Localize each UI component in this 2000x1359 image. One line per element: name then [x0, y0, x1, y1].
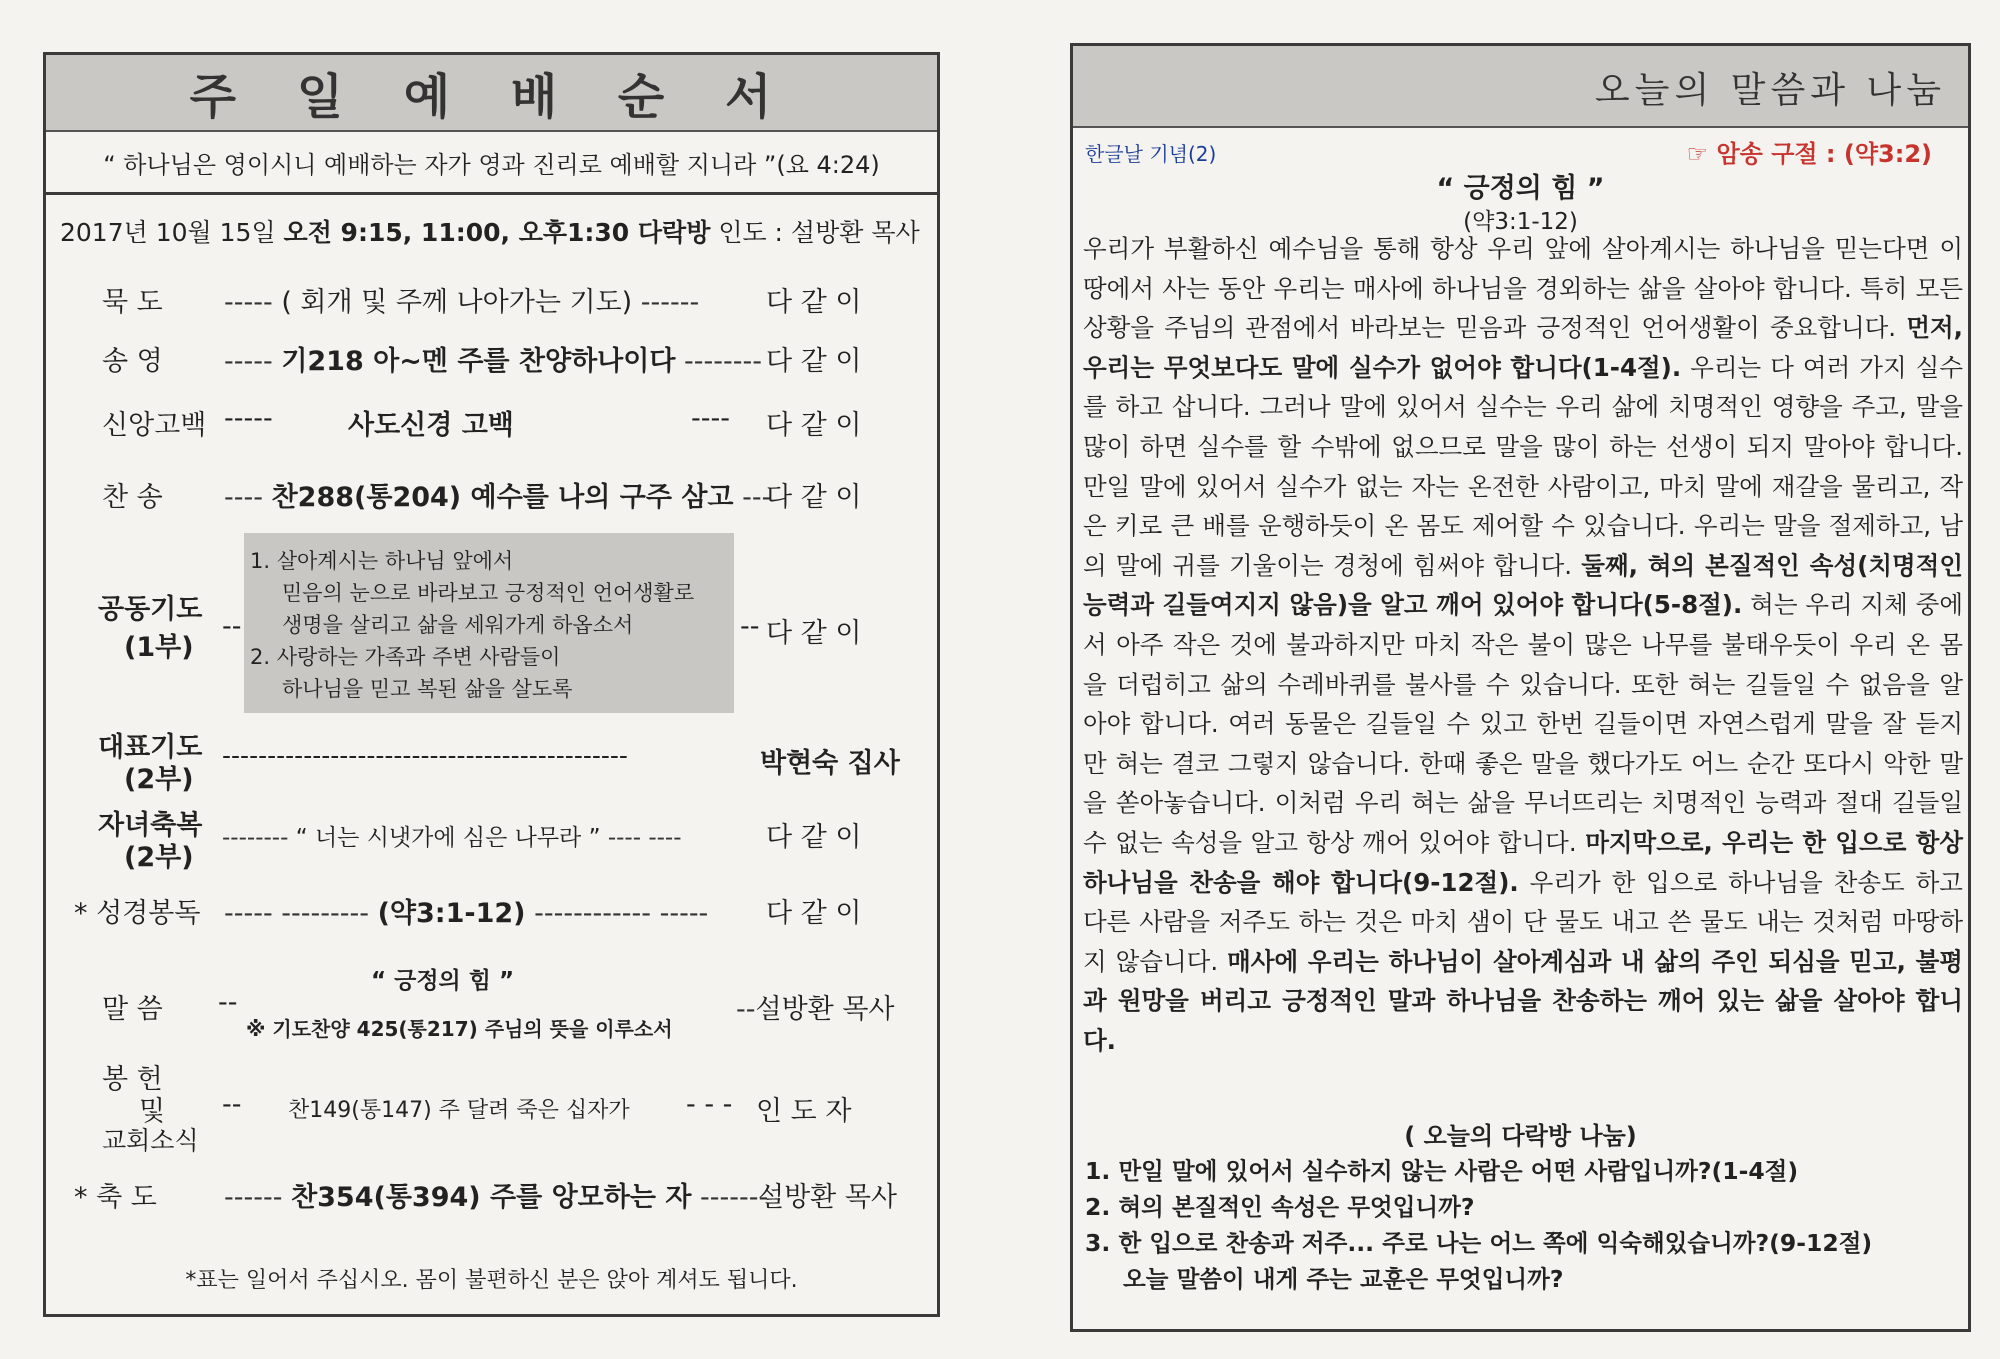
prayer-hymn: ※ 기도찬양 425(통217) 주님의 뜻을 이루소서	[246, 1017, 673, 1041]
service-leader: 인도 : 설방환 목사	[718, 218, 920, 247]
order-label: 말 씀	[102, 994, 163, 1025]
leader-dots: ----- ---------	[224, 898, 369, 929]
sermon-title: “ 긍정의 힘 ”	[371, 968, 515, 994]
order-label: 및	[139, 1096, 166, 1127]
prayer-line: 2. 사랑하는 가족과 주변 사람들이	[250, 645, 561, 669]
leader-dots: ---	[742, 482, 772, 513]
prayer-line: 믿음의 눈으로 바라보고 긍정적인 언어생활로	[282, 581, 695, 605]
leader-dots: - - -	[686, 1089, 733, 1120]
body-point: 둘째, 혀의 본질적인 속성(치명적인 능력과 길들여지지 않음)을 알고 깨어 있어야 합니다(5-8절).	[1083, 550, 1963, 620]
order-label: 봉 헌	[102, 1064, 163, 1095]
worship-order-panel	[43, 52, 940, 1317]
leader-dots: ---- ----	[607, 825, 682, 851]
order-label: * 축 도	[74, 1182, 157, 1213]
order-performer: 박현숙 집사	[760, 748, 900, 779]
sharing-header	[1073, 46, 1968, 128]
order-content: ( 회개 및 주께 나아가는 기도)	[281, 287, 633, 318]
leader-dots: -----	[224, 287, 273, 318]
service-info	[60, 213, 920, 249]
leader-dots: ------------ -----	[534, 898, 709, 929]
order-label: 공동기도	[98, 594, 203, 625]
order-sublabel: (1부)	[124, 632, 194, 663]
body-text: 우리가 한 입으로 하나님을 찬송도 하고 다른 사람을 저주도 하는 것은 마치 샘이 단 물도 내고 쓴 물도 내는 것처럼 마땅하지 않습니다.	[1083, 867, 1963, 976]
order-content: 사도신경 고백	[348, 410, 514, 441]
order-content: 찬149(통147) 주 달려 죽은 십자가	[288, 1098, 630, 1123]
sharing-title: 오늘의 말씀과 나눔	[1594, 70, 1946, 111]
leader-dots: --	[218, 987, 238, 1018]
order-sublabel: (2부)	[124, 764, 194, 795]
sermon-sharing-panel	[1070, 43, 1971, 1332]
scripture-reference: (약3:1-12)	[1463, 209, 1578, 235]
leader-dots: ------	[224, 1182, 283, 1213]
order-content: 찬288(통204) 예수를 나의 구주 삼고	[271, 482, 734, 513]
body-text: 혀는 우리 지체 중에서 아주 작은 것에 불과하지만 마치 작은 불이 많은 나무를 불태우듯이 우리 온 몸을 더럽히고 삶의 수레바퀴를 불사를 수 있습니다. 또한 혀는 길들일 수 없음을 알아야 합니다. 여러 동물은 길들일 수 있고 한번 길들이면 자연스럽게 말을 잘 듣지만 혀는 결코 그렇지 않습니다. 한때 좋은 말을 했다가도 어느 순간 또다시 악한 말을 쏟아놓습니다. 이처럼 우리 혀는 삶을 무너뜨리는 치명적인 능력과 절대 길들일 수 없는 속성을 알고 항상 깨어 있어야 합니다.	[1083, 590, 1964, 857]
footnote: *표는 일어서 주십시오. 몸이 불편하신 분은 앉아 계셔도 됩니다.	[185, 1268, 798, 1293]
question: 1. 만일 말에 있어서 실수하지 않는 사람은 어떤 사람입니까?(1-4절)	[1085, 1157, 1799, 1185]
order-performer: 다 같 이	[766, 287, 862, 318]
order-performer: 인 도 자	[756, 1096, 852, 1127]
order-performer: 다 같 이	[766, 822, 862, 853]
order-content: 기218 아~멘 주를 찬양하나이다	[281, 346, 676, 377]
order-performer: 다 같 이	[766, 482, 862, 513]
body-text: 우리가 부활하신 예수님을 통해 항상 우리 앞에 살아계시는 하나님을 믿는다면 이 땅에서 사는 동안 우리는 매사에 하나님을 경외하는 삶을 살아야 합니다. 특히 모든 상황을 주님의 관점에서 바라보는 믿음과 긍정적인 언어생활이 중요합니다.	[1083, 234, 1963, 343]
leader-dots: --	[740, 611, 760, 642]
sermon-title: “ 긍정의 힘 ”	[1436, 173, 1605, 204]
prayer-topics-box	[244, 533, 734, 713]
order-label: 묵 도	[102, 287, 163, 318]
order-label: 송 영	[102, 346, 163, 377]
order-label: 찬 송	[102, 482, 163, 513]
body-point: 매사에 우리는 하나님이 살아계심과 내 삶의 주인 되심을 믿고, 불평과 원망을 버리고 긍정적인 말과 하나님을 찬송하는 깨어 있는 삶을 살아야 합니다.	[1083, 946, 1963, 1055]
leader-dots: --	[222, 611, 242, 642]
service-times: 오전 9:15, 11:00, 오후1:30 다락방	[283, 218, 711, 247]
order-content: 찬354(통394) 주를 앙모하는 자	[291, 1182, 692, 1213]
leader-dots: -----	[224, 403, 273, 434]
leader-dots: ------	[640, 287, 700, 318]
leader-dots: --------	[222, 825, 289, 851]
leader-dots: --	[222, 1089, 242, 1120]
question: 2. 혀의 본질적인 속성은 무엇입니까?	[1085, 1193, 1475, 1221]
order-performer: 다 같 이	[766, 410, 862, 441]
body-point: 먼저, 우리는 무엇보다도 말에 실수가 없어야 합니다(1-4절).	[1083, 313, 1963, 382]
leader-dots: --------	[684, 346, 762, 377]
series-tag: 한글날 기념(2)	[1085, 142, 1217, 166]
order-performer: 다 같 이	[766, 346, 862, 377]
leader-dots: ---------------------------------------------	[222, 741, 628, 770]
order-performer: 다 같 이	[766, 898, 862, 929]
order-performer: 다 같 이	[766, 618, 862, 649]
body-point: 마지막으로, 우리는 한 입으로 항상 하나님을 찬송을 해야 합니다(9-12절).	[1083, 827, 1964, 897]
service-date: 2017년 10월 15일	[60, 218, 276, 247]
body-text: 우리는 다 여러 가지 실수를 하고 삽니다. 그러나 말에 있어서 실수는 우리 삶에 치명적인 영향을 주고, 말을 많이 하면 실수를 할 수밖에 없으므로 말을 많이 하는 선생이 되지 말아야 합니다. 만일 말에 있어서 실수가 없는 자는 온전한 사람이고, 마치 말에 재갈을 물리고, 작은 키로 큰 배를 운행하듯이 온 몸도 제어할 수 있습니다. 우리는 말을 절제하고, 남의 말에 귀를 기울이는 경청에 힘써야 합니다.	[1083, 352, 1963, 580]
order-label: 신앙고백	[102, 410, 207, 441]
theme-verse: “ 하나님은 영이시니 예배하는 자가 영과 진리로 예배할 지니라 ”(요 4:24)	[46, 132, 937, 195]
leader-dots: ----	[224, 482, 263, 513]
question: 오늘 말씀이 내게 주는 교훈은 무엇입니까?	[1123, 1265, 1564, 1293]
sermon-body	[1083, 229, 1963, 1060]
worship-order-title: 주 일 예 배 순 서	[46, 55, 937, 132]
order-sublabel: (2부)	[124, 842, 194, 873]
order-label: 교회소식	[102, 1126, 199, 1155]
order-label: 대표기도	[98, 732, 203, 763]
leader-dots: ----	[691, 403, 730, 434]
order-label: * 성경봉독	[74, 898, 201, 929]
leader-dots: -------	[700, 1182, 769, 1213]
leader-dots: -----	[224, 346, 273, 377]
prayer-line: 1. 살아계시는 하나님 앞에서	[250, 549, 514, 573]
memory-verse: ☞ 암송 구절 : (약3:2)	[1686, 140, 1932, 168]
leader-dots: --	[736, 994, 756, 1025]
question: 3. 한 입으로 찬송과 저주... 주로 나는 어느 쪽에 익숙해있습니까?(9-12절)	[1085, 1229, 1873, 1257]
order-performer: 설방환 목사	[755, 994, 895, 1025]
order-performer: 설방환 목사	[758, 1182, 897, 1213]
prayer-line: 생명을 살리고 삶을 세워가게 하옵소서	[282, 613, 634, 637]
order-content: “ 너는 시냇가에 심은 나무라 ”	[295, 825, 601, 851]
order-content: (약3:1-12)	[377, 898, 526, 929]
sharing-section-title: ( 오늘의 다락방 나눔)	[1404, 1122, 1637, 1150]
sharing-questions	[1085, 1153, 1872, 1297]
prayer-line: 하나님을 믿고 복된 삶을 살도록	[282, 677, 573, 701]
order-label: 자녀축복	[98, 810, 203, 841]
